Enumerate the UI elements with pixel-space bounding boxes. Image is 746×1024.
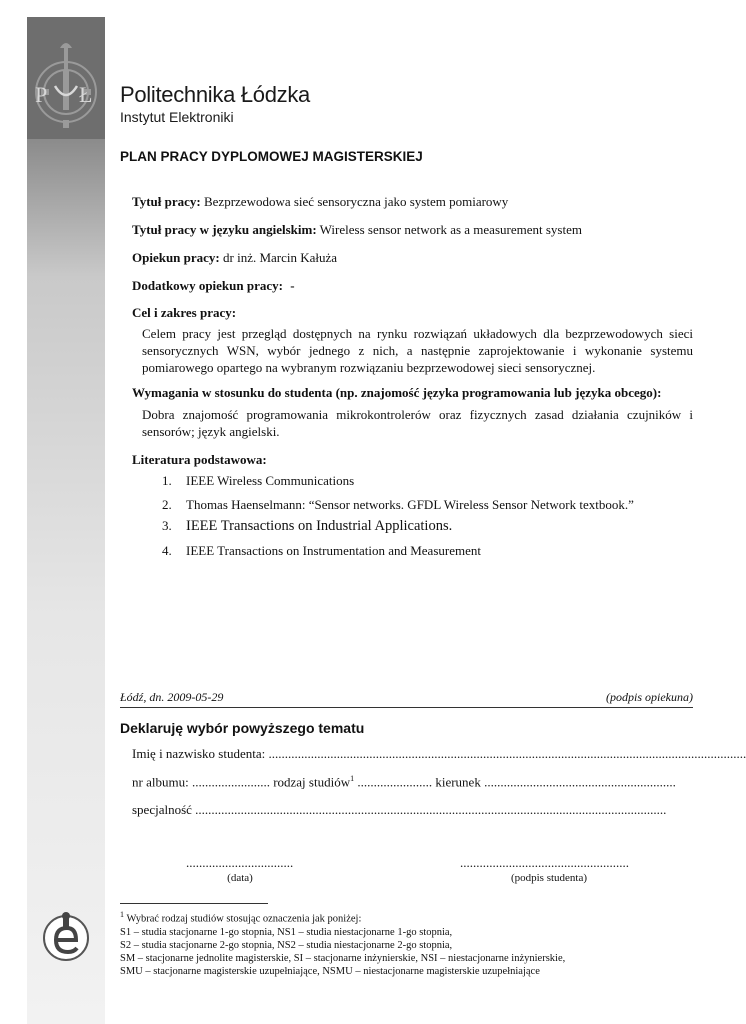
literature-num: 4. <box>162 543 172 558</box>
supervisor-signature-caption: (podpis opiekuna) <box>606 690 693 704</box>
album-line[interactable] <box>132 774 693 790</box>
declaration-heading: Deklaruję wybór powyższego tematu <box>120 720 365 736</box>
field-supervisor-label: Opiekun pracy: <box>132 250 220 265</box>
literature-label: Literatura podstawowa: <box>132 452 267 467</box>
section-divider <box>120 707 693 708</box>
student-name-dots: ................................................................................................................................................... <box>268 746 746 761</box>
field-supervisor-value: dr inż. Marcin Kałuża <box>223 250 338 265</box>
literature-item <box>162 473 354 489</box>
goal-text: Celem pracy jest przegląd dostępnych na rynku rozwiązań układowych dla bezprzewodowych sieci sensorycznych WSN, wybór jednego z nich, a następnie zaprojektowanie i wykonanie systemu pomiarowego opartego na wybranym rozwiązaniu bezprzewodowej sieci sensorycznej. <box>142 326 693 375</box>
specialty-dots: ................................................................................................................................................. <box>195 802 667 817</box>
student-name-line[interactable] <box>132 746 746 762</box>
literature-text: Thomas Haenselmann: “Sensor networks. GFDL Wireless Sensor Network textbook.” <box>186 497 634 512</box>
sidebar-band <box>27 17 105 1024</box>
field-title-en-value: Wireless sensor network as a measurement system <box>319 222 582 237</box>
literature-item <box>162 543 481 559</box>
field-title-en <box>132 222 582 238</box>
study-type-dots: ....................... <box>357 774 433 790</box>
literature-item <box>162 518 452 535</box>
field-literature-label <box>132 452 267 468</box>
album-label: nr albumu: <box>132 774 189 790</box>
institution-name: Politechnika Łódzka <box>120 82 310 107</box>
date-caption: (data) <box>227 872 253 884</box>
field-requirements-label <box>132 385 661 401</box>
footnote <box>120 908 565 978</box>
study-type-footnote-mark: 1 <box>350 774 355 783</box>
footnote-text: Wybrać rodzaj studiów stosując oznaczenia jak poniżej: <box>126 913 362 925</box>
student-sign-dots[interactable]: .................................................... <box>460 855 629 870</box>
literature-text: IEEE Wireless Communications <box>186 473 355 488</box>
footnote-line: S1 – studia stacjonarne 1-go stopnia, NS1 – studia niestacjonarne 1-go stopnia, <box>120 926 453 938</box>
field-title-en-label: Tytuł pracy w języku angielskim: <box>132 222 317 237</box>
requirements-label: Wymagania w stosunku do studenta (np. znajomość języka programowania lub języka obcego): <box>132 385 662 400</box>
footnote-mark: 1 <box>120 910 124 919</box>
student-name-label: Imię i nazwisko studenta: <box>132 746 266 761</box>
svg-text:Ł: Ł <box>79 82 93 107</box>
institution-header <box>120 82 310 125</box>
album-dots: ........................ <box>191 774 270 790</box>
specialty-label: specjalność <box>132 802 192 817</box>
field-goal-label <box>132 305 236 321</box>
footnote-line <box>120 908 565 926</box>
literature-num: 1. <box>162 473 172 488</box>
student-sign-caption: (podpis studenta) <box>510 872 588 884</box>
svg-text:P: P <box>35 82 48 107</box>
literature-item <box>162 497 634 513</box>
date-dots[interactable]: ................................. <box>186 855 294 870</box>
document-title: PLAN PRACY DYPLOMOWEJ MAGISTERSKIEJ <box>120 149 423 164</box>
e-institute-logo-icon <box>40 910 92 966</box>
direction-label: kierunek <box>435 774 481 790</box>
direction-dots: ........................................................... <box>484 774 676 790</box>
university-crest-icon <box>27 40 105 136</box>
footnote-line: S2 – studia stacjonarne 2-go stopnia, NS2 – studia niestacjonarne 2-go stopnia, <box>120 939 453 951</box>
specialty-line[interactable] <box>132 802 693 818</box>
study-type-label: rodzaj studiów <box>273 774 351 790</box>
literature-text: IEEE Transactions on Instrumentation and Measurement <box>186 543 481 558</box>
field-title-value: Bezprzewodowa sieć sensoryczna jako system pomiarowy <box>203 194 509 209</box>
field-title-label: Tytuł pracy: <box>132 194 201 209</box>
literature-num: 2. <box>162 497 172 512</box>
institute-name: Instytut Elektroniki <box>120 109 234 125</box>
footnote-line: SM – stacjonarne jednolite magisterskie, SI – stacjonarne inżynierskie, NSI – niestacjonarne inżynierskie, <box>120 952 566 964</box>
literature-text: IEEE Transactions on Industrial Applications. <box>186 518 453 534</box>
field-extra-supervisor-value: - <box>290 278 295 293</box>
goal-label: Cel i zakres pracy: <box>132 305 237 320</box>
place-date: Łódź, dn. 2009-05-29 <box>120 690 224 704</box>
field-supervisor <box>132 250 337 266</box>
field-extra-supervisor-label: Dodatkowy opiekun pracy: <box>132 278 283 293</box>
literature-num: 3. <box>162 518 172 533</box>
requirements-text: Dobra znajomość programowania mikrokontrolerów oraz fizycznych zasad działania czujników i sensorów; język angielski. <box>142 407 693 439</box>
field-extra-supervisor <box>132 278 295 294</box>
footnote-divider <box>120 903 268 904</box>
field-title <box>132 194 508 210</box>
footnote-line: SMU – stacjonarne magisterskie uzupełniające, NSMU – niestacjonarne magisterskie uzupełniające <box>120 965 540 977</box>
